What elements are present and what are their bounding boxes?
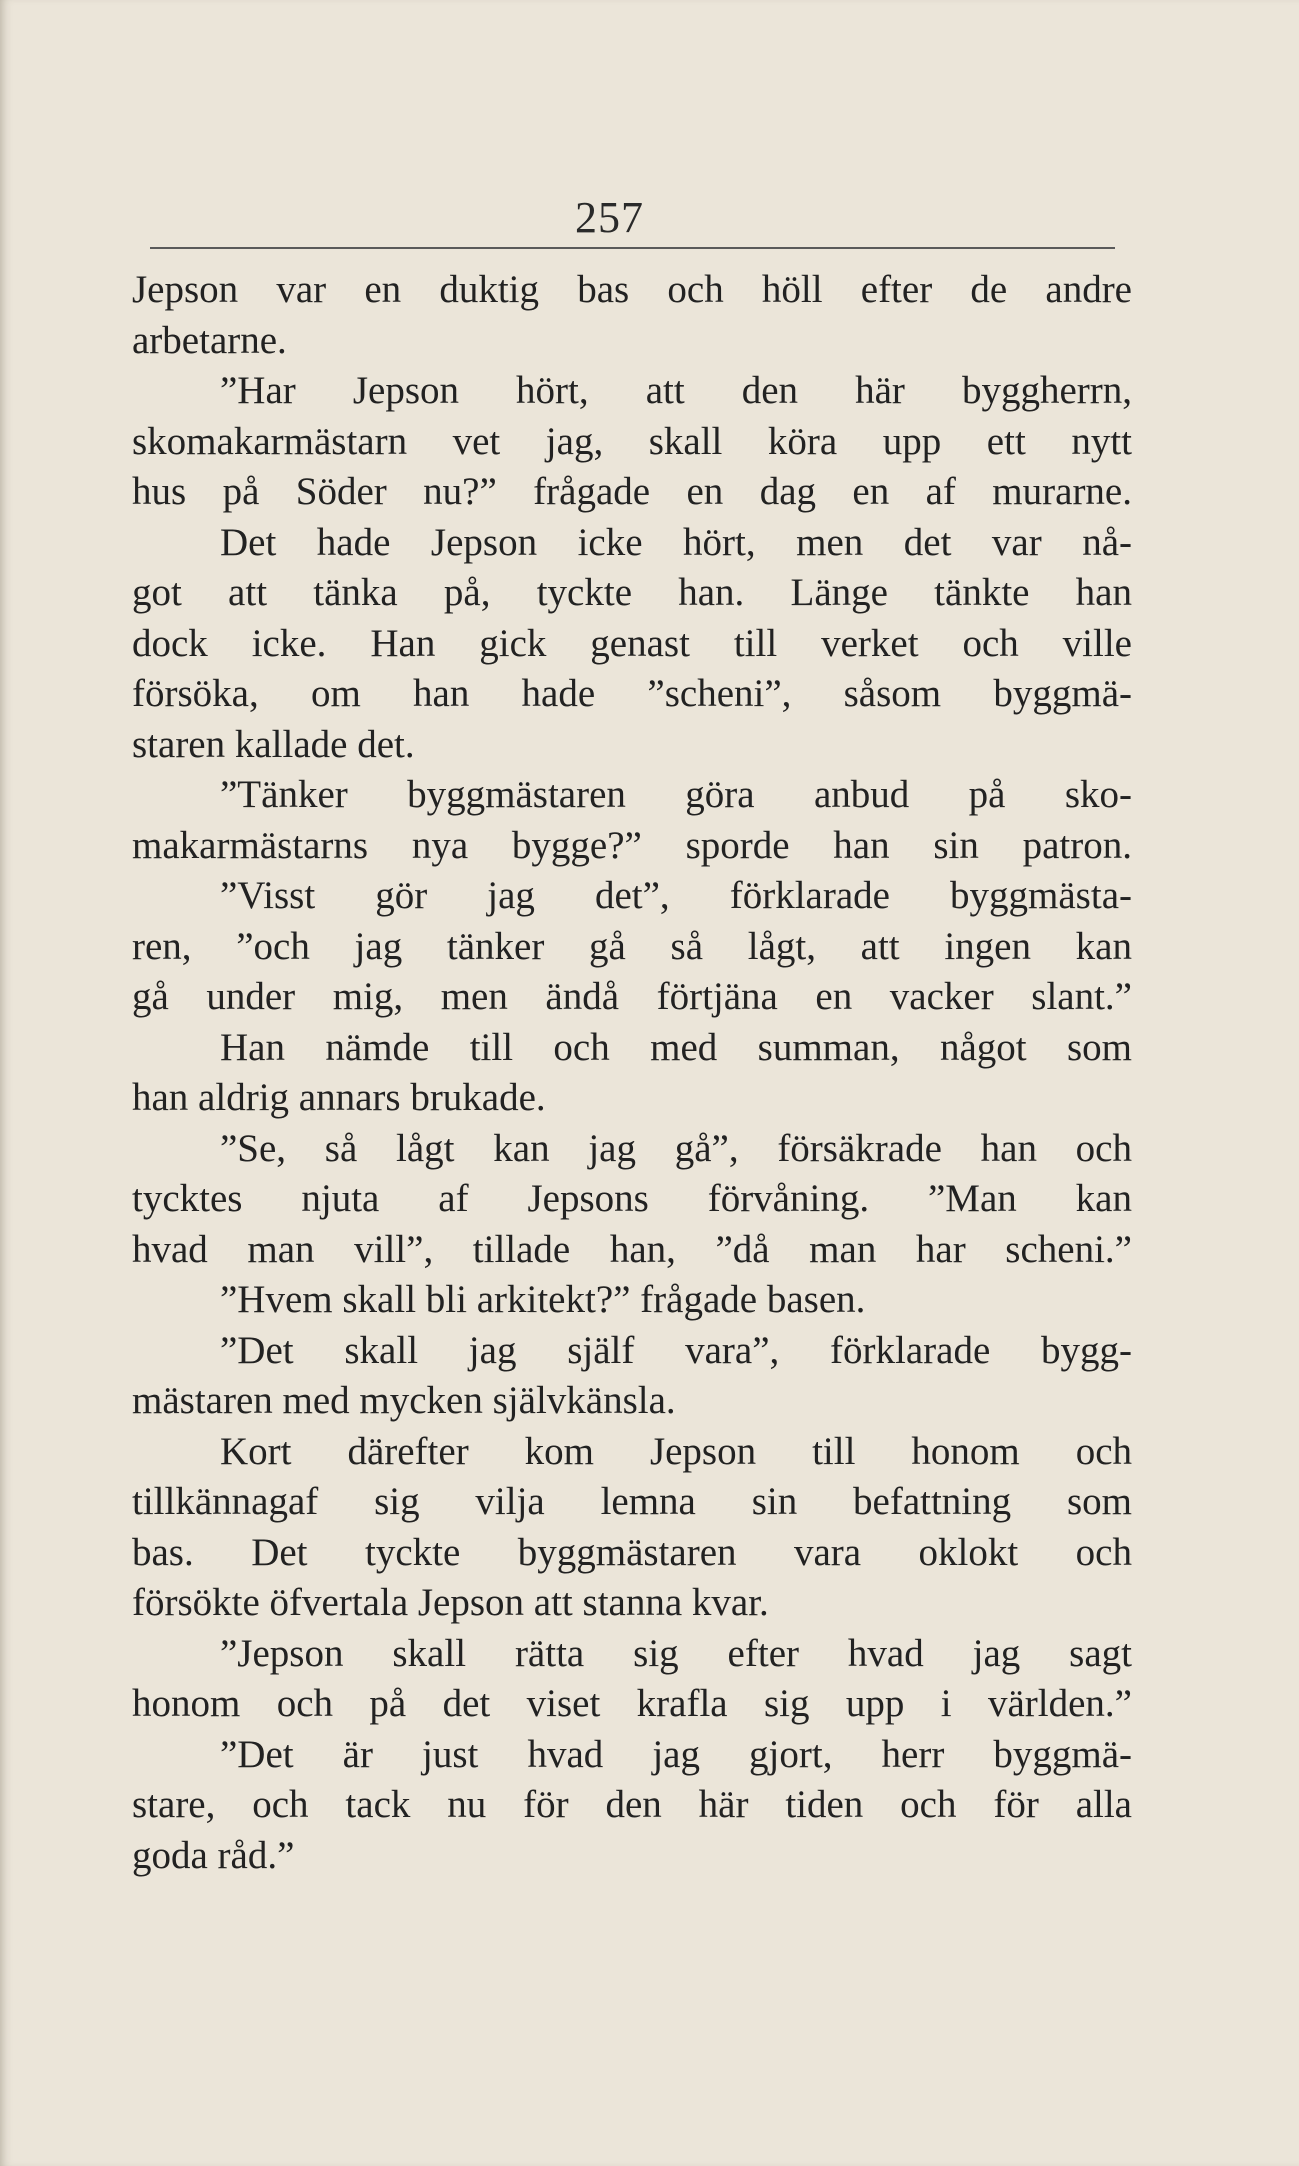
text-line: försöka, om han hade ”scheni”, såsom byggmä-: [132, 672, 1132, 715]
page-body-text: [132, 265, 1132, 1881]
text-line: tycktes njuta af Jepsons förvåning. ”Man kan: [132, 1177, 1132, 1220]
text-line: ”Visst gör jag det”, förklarade byggmästa-: [220, 874, 1132, 917]
text-line: tillkännagaf sig vilja lemna sin befattning som: [132, 1480, 1132, 1523]
text-line: mästaren med mycken självkänsla.: [132, 1379, 676, 1422]
text-line: goda råd.”: [132, 1833, 295, 1877]
text-line: han aldrig annars brukade.: [132, 1076, 546, 1119]
text-line: gå under mig, men ändå förtjäna en vacker slant.”: [132, 975, 1132, 1018]
text-line: honom och på det viset krafla sig upp i världen.”: [132, 1682, 1132, 1725]
text-line: ”Tänker byggmästaren göra anbud på sko-: [220, 773, 1132, 816]
text-line: Jepson var en duktig bas och höll efter de andre: [132, 268, 1132, 311]
text-line: dock icke. Han gick genast till verket och ville: [132, 621, 1132, 665]
header-rule: [150, 247, 1115, 249]
text-line: ”Se, så lågt kan jag gå”, försäkrade han och: [220, 1126, 1132, 1170]
text-line: ”Hvem skall bli arkitekt?” frågade basen.: [220, 1278, 866, 1321]
text-line: got att tänka på, tyckte han. Länge tänkte han: [132, 571, 1132, 614]
text-line: bas. Det tyckte byggmästaren vara oklokt och: [132, 1530, 1132, 1574]
text-line: stare, och tack nu för den här tiden och för alla: [132, 1783, 1132, 1826]
text-line: hvad man vill”, tillade han, ”då man har scheni.”: [132, 1227, 1132, 1271]
text-line: ren, ”och jag tänker gå så lågt, att ingen kan: [132, 924, 1132, 968]
text-line: ”Jepson skall rätta sig efter hvad jag sagt: [220, 1631, 1132, 1675]
text-line: makarmästarns nya bygge?” sporde han sin patron.: [132, 823, 1132, 867]
text-line: ”Det skall jag själf vara”, förklarade bygg-: [220, 1328, 1132, 1372]
text-line: Han nämde till och med summan, något som: [220, 1025, 1132, 1069]
text-line: arbetarne.: [132, 318, 287, 362]
text-line: ”Har Jepson hört, att den här byggherrn,: [220, 369, 1132, 412]
text-line: Det hade Jepson icke hört, men det var nå-: [220, 520, 1132, 564]
page-number: 257: [575, 193, 644, 242]
text-line: försökte öfvertala Jepson att stanna kvar.: [132, 1581, 769, 1624]
text-line: staren kallade det.: [132, 722, 415, 766]
text-line: skomakarmästarn vet jag, skall köra upp ett nytt: [132, 419, 1132, 463]
text-line: hus på Söder nu?” frågade en dag en af murarne.: [132, 470, 1132, 513]
text-line: Kort därefter kom Jepson till honom och: [220, 1429, 1132, 1473]
text-line: ”Det är just hvad jag gjort, herr byggmä-: [220, 1732, 1132, 1776]
